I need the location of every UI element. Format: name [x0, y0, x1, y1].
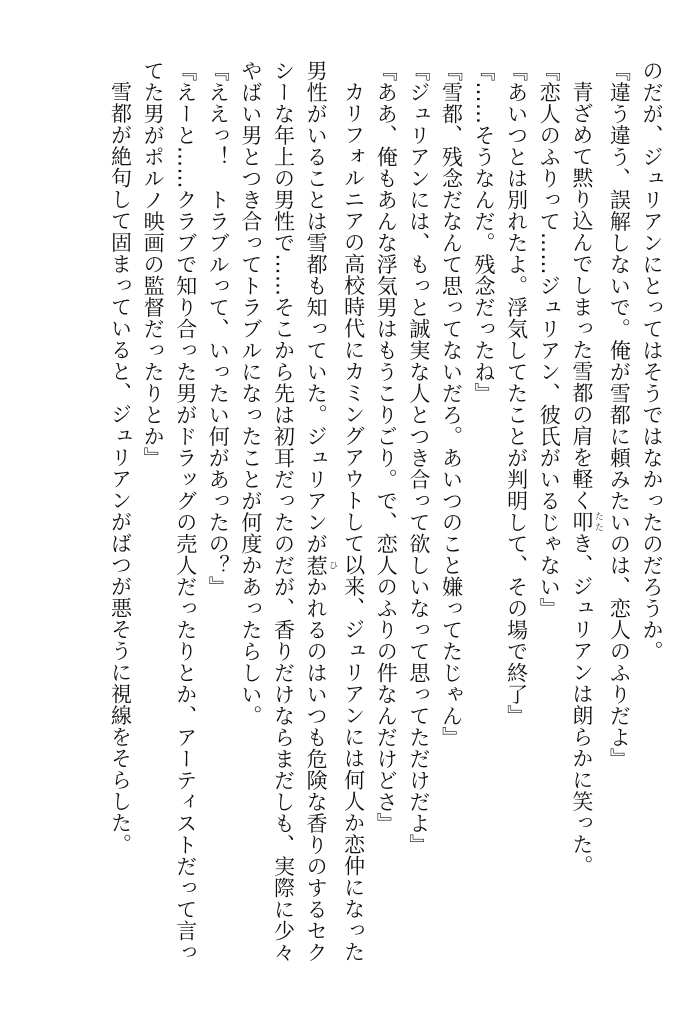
ruby-annotation — [304, 554, 338, 577]
ruby-reading: ひ — [327, 554, 338, 576]
text-line: 『ああ、俺もあんな浮気男はもうこりごり。で、恋人のふりの件なんだけどさ』 — [374, 60, 399, 834]
text-line: シーな年上の男性で……そこから先は初耳だったのだが、香りだけならまだしも、実際に少々 — [271, 60, 296, 963]
text-line: 『雪都、残念だなんて思ってないだろ。あいつのこと嫌ってたじゃん』 — [439, 60, 464, 748]
text-segment: き、ジュリアンは朗らかに笑った。 — [569, 532, 594, 877]
text-line: 『ええっ！ トラブルって、いったい何があったの？』 — [206, 60, 231, 598]
text-line: カリフォルニアの高校時代にカミングアウトして以来、ジュリアンには何人か恋仲になった — [341, 81, 366, 963]
text-line — [565, 60, 603, 960]
text-line: 『違う違う、誤解しないで。俺が雪都に頼みたいのは、恋人のふりだよ』 — [607, 60, 632, 770]
text-segment: かれるのはいつも危険な香りのするセク — [304, 576, 329, 963]
vertical-text-body — [18, 60, 668, 963]
text-segment: 男性がいることは雪都も知っていた。ジュリアンが — [304, 60, 329, 555]
text-line: 『恋人のふりって……ジュリアン、彼氏がいるじゃない』 — [537, 60, 562, 619]
ruby-annotation — [569, 511, 603, 533]
ruby-reading: たた — [592, 511, 603, 533]
text-segment: 青ざめて黙り込んでしまった雪都の肩を軽く — [569, 81, 594, 511]
text-line — [299, 60, 338, 963]
ruby-base: 惹 — [304, 554, 329, 576]
text-line: 『あいつとは別れたよ。浮気してたことが判明して、その場で終了』 — [504, 60, 529, 727]
text-line: 雪都が絶句して固まっていると、ジュリアンがばつが悪そうに視線をそらした。 — [108, 81, 133, 855]
text-line: 『ジュリアンには、もっと誠実な人とつき合って欲しいなって思ってただけだよ』 — [406, 60, 431, 856]
text-line: のだが、ジュリアンにとってはそうではなかったのだろうか。 — [640, 60, 664, 662]
ruby-base: 叩 — [569, 511, 594, 533]
text-line: 『……そうなんだ。残念だったね』 — [472, 60, 497, 404]
text-line: てた男がポルノ映画の監督だったりとか』 — [141, 60, 166, 469]
text-line: 『えーと……クラブで知り合った男がドラッグの売人だったりとか、アーティストだって言っ — [173, 60, 198, 963]
text-line: やばい男とつき合ってトラブルになったことが何度かあったらしい。 — [238, 60, 263, 727]
